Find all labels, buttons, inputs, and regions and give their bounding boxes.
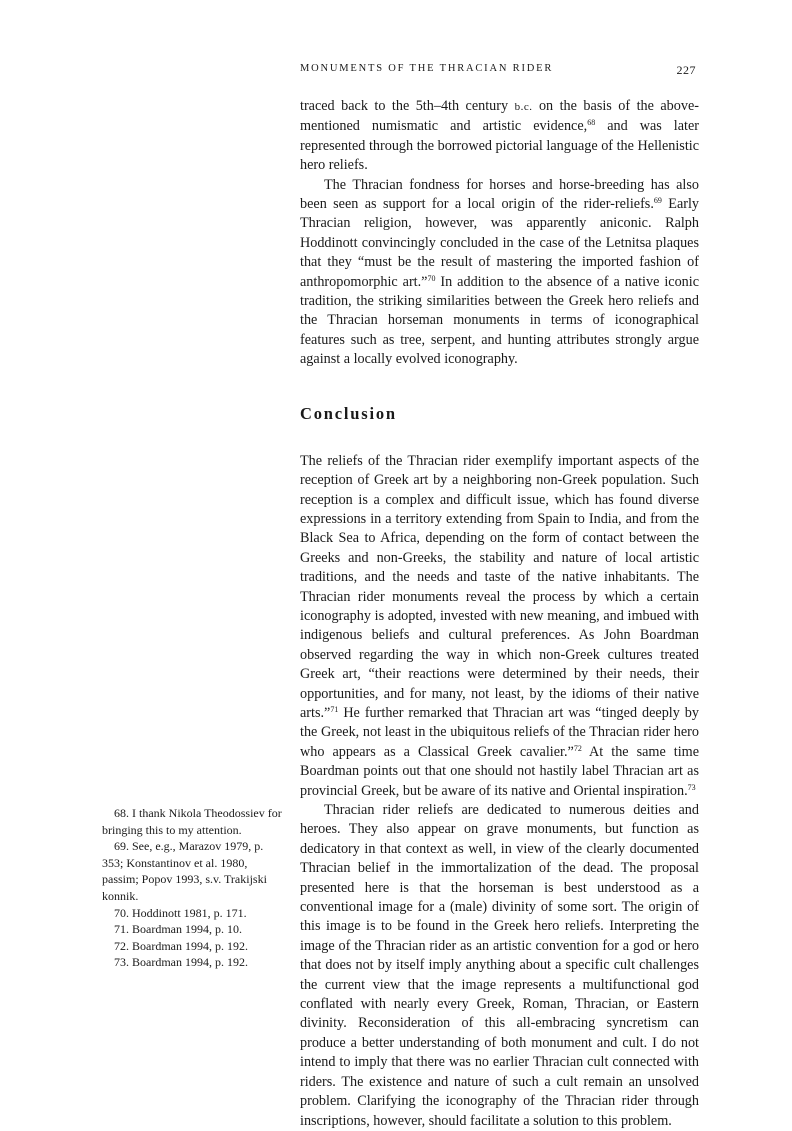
footnote-ref: 69 <box>653 196 662 206</box>
main-text-column <box>300 97 699 1131</box>
footnote-ref: 73 <box>687 782 696 792</box>
footnote: 71. Boardman 1994, p. 10. <box>114 922 242 937</box>
page-number: 227 <box>676 63 696 77</box>
paragraph-text: Early Thracian religion, however, was apparently aniconic. Ralph Hoddinott convincingly concluded in the case of the Letnitsa plaques that they “must be the result of mastering the imported fashion of anthropomorphic art.” <box>300 196 699 290</box>
footnote: 69. See, e.g., Marazov 1979, p. 353; Konstantinov et al. 1980, passim; Popov 1993, s.v. Trakijski konnik. <box>102 839 267 903</box>
paragraph-text: The Thracian fondness for horses and horse-breeding has also been seen as support for a local origin of the rider-reliefs. <box>300 176 699 213</box>
paragraph-text: In addition to the absence of a native iconic tradition, the striking similarities between the Greek hero reliefs and the Thracian horseman monuments in terms of iconographical features such as tree, serpent, and hunting attributes strongly argue against a locally evolved iconography. <box>300 273 699 368</box>
footnote-ref: 68 <box>587 118 596 128</box>
paragraph-text: The reliefs of the Thracian rider exemplify important aspects of the reception of Greek art by a neighboring non-Greek population. Such reception is a complex and difficult issue, which has found diverse expressions in a territory extending from Spain to India, and from the Black Sea to Africa, depending on the form of contact between the Greeks and non-Greeks, the stability and nature of local artistic traditions, and the needs and taste of the native inhabitants. The Thracian rider monuments reveal the process by which a certain iconography is adopted, invested with new meaning, and imbued with indigenous beliefs and cultural preferences. As John Boardman observed regarding the way in which non-Greek cultures treated Greek art, “their reactions were determined by their needs, their opportunities, and for many, not least, by the idioms of their native arts.” <box>300 452 699 721</box>
footnote: 73. Boardman 1994, p. 192. <box>114 955 248 970</box>
era-abbreviation: b.c. <box>514 101 533 113</box>
paragraph-text: traced back to the 5th–4th century <box>300 98 515 114</box>
paragraph-4: Thracian rider reliefs are dedicated to numerous deities and heroes. They also appear on grave monuments, but function as dedicatory in that context as well, in view of the clearly documented Thracian belief in the immortalization of the dead. The proposal presented here is that the horseman is best understood as a conventional image for a (male) divinity of some sort. The origin of this image is to be found in the Greek hero reliefs. Interpreting the image of the Thracian rider as an artistic convention for a god or hero that does not by itself imply anything about a specific cult challenges the current view that the image represents a multifunctional god conflated with nearly every Greek, Roman, Thracian, or Eastern divinity. Reconsideration of this all-embracing syncretism can produce a better understanding of both monument and cult. I do not intend to imply that there was no earlier Thracian cult connected with riders. The existence and nature of such a cult remain an unsolved problem. Clarifying the iconography of the Thracian rider through inscriptions, however, should facilitate a solution to this problem. <box>300 802 699 1129</box>
footnote: 72. Boardman 1994, p. 192. <box>114 938 248 953</box>
running-title: MONUMENTS OF THE THRACIAN RIDER <box>300 63 554 74</box>
running-head <box>300 63 696 77</box>
footnote: 70. Hoddinott 1981, p. 171. <box>114 905 247 920</box>
paragraph-text: At the same time Boardman points out that one should not hastily label Thracian art as provincial Greek, but be aware of its native and Oriental inspiration. <box>300 743 699 799</box>
paragraph-text: He further remarked that Thracian art was “tinged deeply by the Greek, not least in the ubiquitous reliefs of the Thracian rider hero who appears as a Classical Greek cavalier.” <box>300 704 699 760</box>
footnotes <box>102 805 284 971</box>
footnote-ref: 72 <box>573 743 582 753</box>
footnote-ref: 71 <box>330 704 339 714</box>
paragraph-2 <box>300 176 699 370</box>
paragraph-1 <box>300 97 699 176</box>
paragraph-text: and was later represented through the borrowed pictorial language of the Hellenistic hero reliefs. <box>300 118 699 174</box>
footnote-ref: 70 <box>427 273 436 283</box>
paragraph-3 <box>300 452 699 801</box>
paragraph-text: on the basis of the above-mentioned numismatic and artistic evidence, <box>300 98 699 135</box>
section-heading: Conclusion <box>300 403 397 423</box>
footnote: 68. I thank Nikola Theodossiev for bringing this to my attention. <box>102 806 282 837</box>
